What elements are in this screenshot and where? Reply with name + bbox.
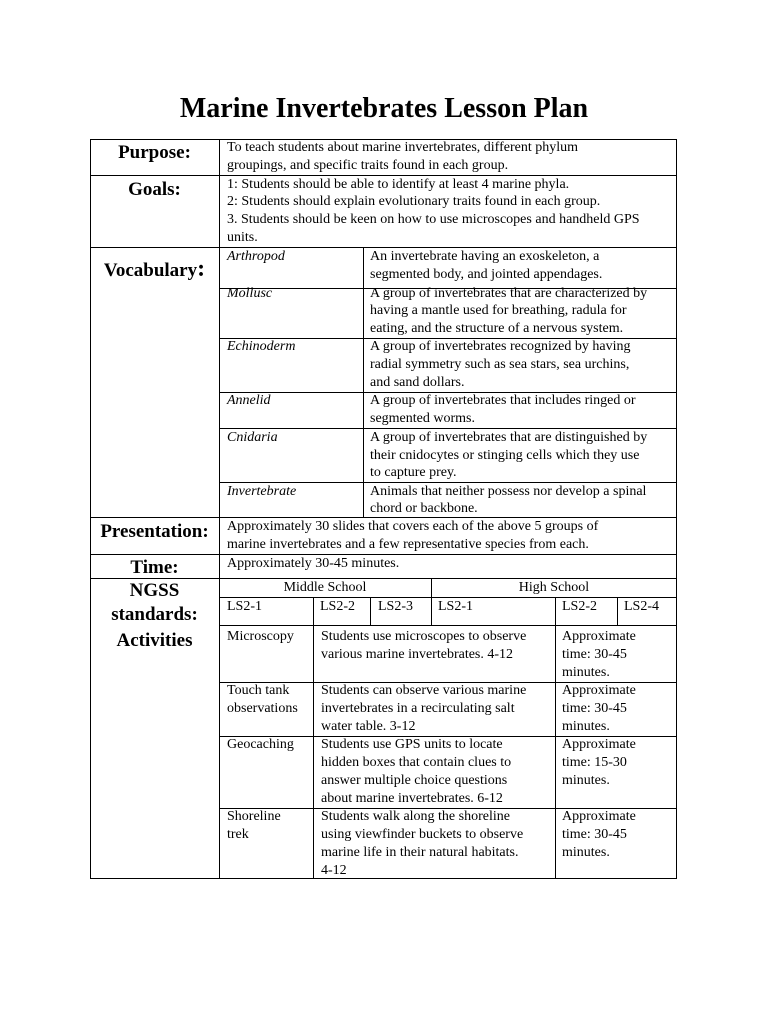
activity-description: Students can observe various marine bbox=[321, 683, 527, 698]
activity-description: Students walk along the shoreline bbox=[321, 809, 510, 824]
activity-time: time: 30-45 bbox=[562, 701, 627, 716]
vocab-term: Mollusc bbox=[227, 286, 273, 301]
vocab-definition: segmented worms. bbox=[370, 411, 475, 426]
vocab-column-divider bbox=[363, 247, 364, 517]
vocab-definition: segmented body, and jointed appendages. bbox=[370, 267, 603, 282]
activity-time: Approximate bbox=[562, 809, 636, 824]
activity-description: various marine invertebrates. 4-12 bbox=[321, 647, 514, 662]
ngss-code: LS2-3 bbox=[378, 599, 413, 614]
activity-description: 4-12 bbox=[321, 863, 347, 878]
vocabulary-label-colon: : bbox=[197, 256, 206, 282]
activity-name: Shoreline bbox=[227, 809, 281, 824]
ngss-code-divider bbox=[617, 597, 618, 625]
ngss-label-standards: standards: bbox=[111, 604, 198, 625]
activity-time: minutes. bbox=[562, 665, 610, 680]
activity-description: hidden boxes that contain clues to bbox=[321, 755, 512, 770]
ngss-code: LS2-2 bbox=[320, 599, 355, 614]
activity-time: minutes. bbox=[562, 845, 610, 860]
activity-time: time: 15-30 bbox=[562, 755, 627, 770]
page-title: Marine Invertebrates Lesson Plan bbox=[179, 93, 589, 124]
purpose-line: To teach students about marine invertebrates, different phylum bbox=[227, 140, 578, 155]
goals-line: 3. Students should be keen on how to use microscopes and handheld GPS bbox=[227, 212, 640, 227]
vocab-definition: An invertebrate having an exoskeleton, a bbox=[370, 249, 600, 264]
activity-time: minutes. bbox=[562, 719, 610, 734]
vocab-term: Cnidaria bbox=[227, 430, 278, 445]
ngss-label: NGSS bbox=[129, 580, 180, 601]
ngss-high-school-header: High School bbox=[518, 580, 590, 595]
vocab-definition: radial symmetry such as sea stars, sea urchins, bbox=[370, 357, 630, 372]
activity-description: Students use GPS units to locate bbox=[321, 737, 503, 752]
presentation-label: Presentation: bbox=[100, 521, 209, 542]
goals-line: units. bbox=[227, 230, 258, 245]
vocab-definition: A group of invertebrates that are characterized by bbox=[370, 286, 648, 301]
activity-description: invertebrates in a recirculating salt bbox=[321, 701, 515, 716]
goals-line: 2: Students should explain evolutionary traits found in each group. bbox=[227, 194, 601, 209]
vocabulary-label bbox=[90, 258, 219, 282]
goals-line: 1: Students should be able to identify at least 4 marine phyla. bbox=[227, 177, 570, 192]
vocab-definition: eating, and the structure of a nervous system. bbox=[370, 321, 624, 336]
vocab-term: Annelid bbox=[227, 393, 271, 408]
vocab-definition: A group of invertebrates recognized by having bbox=[370, 339, 631, 354]
ngss-divider bbox=[219, 625, 677, 626]
vocab-term: Arthropod bbox=[227, 249, 285, 264]
activity-name: Geocaching bbox=[227, 737, 294, 752]
vocab-term: Invertebrate bbox=[227, 484, 297, 499]
activity-description: Students use microscopes to observe bbox=[321, 629, 527, 644]
ngss-code: LS2-1 bbox=[227, 599, 262, 614]
activity-description: water table. 3-12 bbox=[321, 719, 416, 734]
activities-label: Activities bbox=[116, 630, 193, 651]
activity-name: observations bbox=[227, 701, 298, 716]
ngss-code: LS2-1 bbox=[438, 599, 473, 614]
activity-time: time: 30-45 bbox=[562, 827, 627, 842]
vocab-definition: having a mantle used for breathing, radula for bbox=[370, 303, 627, 318]
ngss-code-divider bbox=[313, 597, 314, 625]
activity-time: Approximate bbox=[562, 629, 636, 644]
time-line: Approximately 30-45 minutes. bbox=[227, 556, 400, 571]
purpose-line: groupings, and specific traits found in each group. bbox=[227, 158, 509, 173]
vocab-definition: and sand dollars. bbox=[370, 375, 465, 390]
purpose-label: Purpose: bbox=[118, 142, 191, 163]
activity-column-divider bbox=[313, 625, 314, 879]
activity-time: Approximate bbox=[562, 683, 636, 698]
activity-description: using viewfinder buckets to observe bbox=[321, 827, 524, 842]
activity-description: about marine invertebrates. 6-12 bbox=[321, 791, 503, 806]
vocab-definition: chord or backbone. bbox=[370, 501, 478, 516]
activity-name: Microscopy bbox=[227, 629, 294, 644]
ngss-code-divider bbox=[555, 597, 556, 625]
time-label: Time: bbox=[130, 557, 179, 578]
label-column-divider bbox=[219, 139, 220, 879]
activity-name: Touch tank bbox=[227, 683, 290, 698]
activity-column-divider bbox=[555, 625, 556, 879]
activity-name: trek bbox=[227, 827, 249, 842]
ngss-code: LS2-4 bbox=[624, 599, 659, 614]
activity-time: time: 30-45 bbox=[562, 647, 627, 662]
vocab-definition: A group of invertebrates that are distinguished by bbox=[370, 430, 648, 445]
vocab-definition: their cnidocytes or stinging cells which they use bbox=[370, 448, 640, 463]
presentation-line: marine invertebrates and a few representative species from each. bbox=[227, 537, 589, 552]
vocab-definition: Animals that neither possess nor develop a spinal bbox=[370, 484, 647, 499]
vocabulary-label-text: Vocabulary bbox=[103, 260, 198, 281]
ngss-code: LS2-2 bbox=[562, 599, 597, 614]
activity-description: answer multiple choice questions bbox=[321, 773, 508, 788]
goals-label: Goals: bbox=[128, 179, 181, 200]
activity-time: minutes. bbox=[562, 773, 610, 788]
ngss-middle-school-header: Middle School bbox=[283, 580, 367, 595]
ngss-code-divider bbox=[370, 597, 371, 625]
vocab-definition: to capture prey. bbox=[370, 465, 457, 480]
presentation-line: Approximately 30 slides that covers each of the above 5 groups of bbox=[227, 519, 599, 534]
activity-description: marine life in their natural habitats. bbox=[321, 845, 519, 860]
activity-time: Approximate bbox=[562, 737, 636, 752]
vocab-term: Echinoderm bbox=[227, 339, 296, 354]
vocab-definition: A group of invertebrates that includes ringed or bbox=[370, 393, 636, 408]
